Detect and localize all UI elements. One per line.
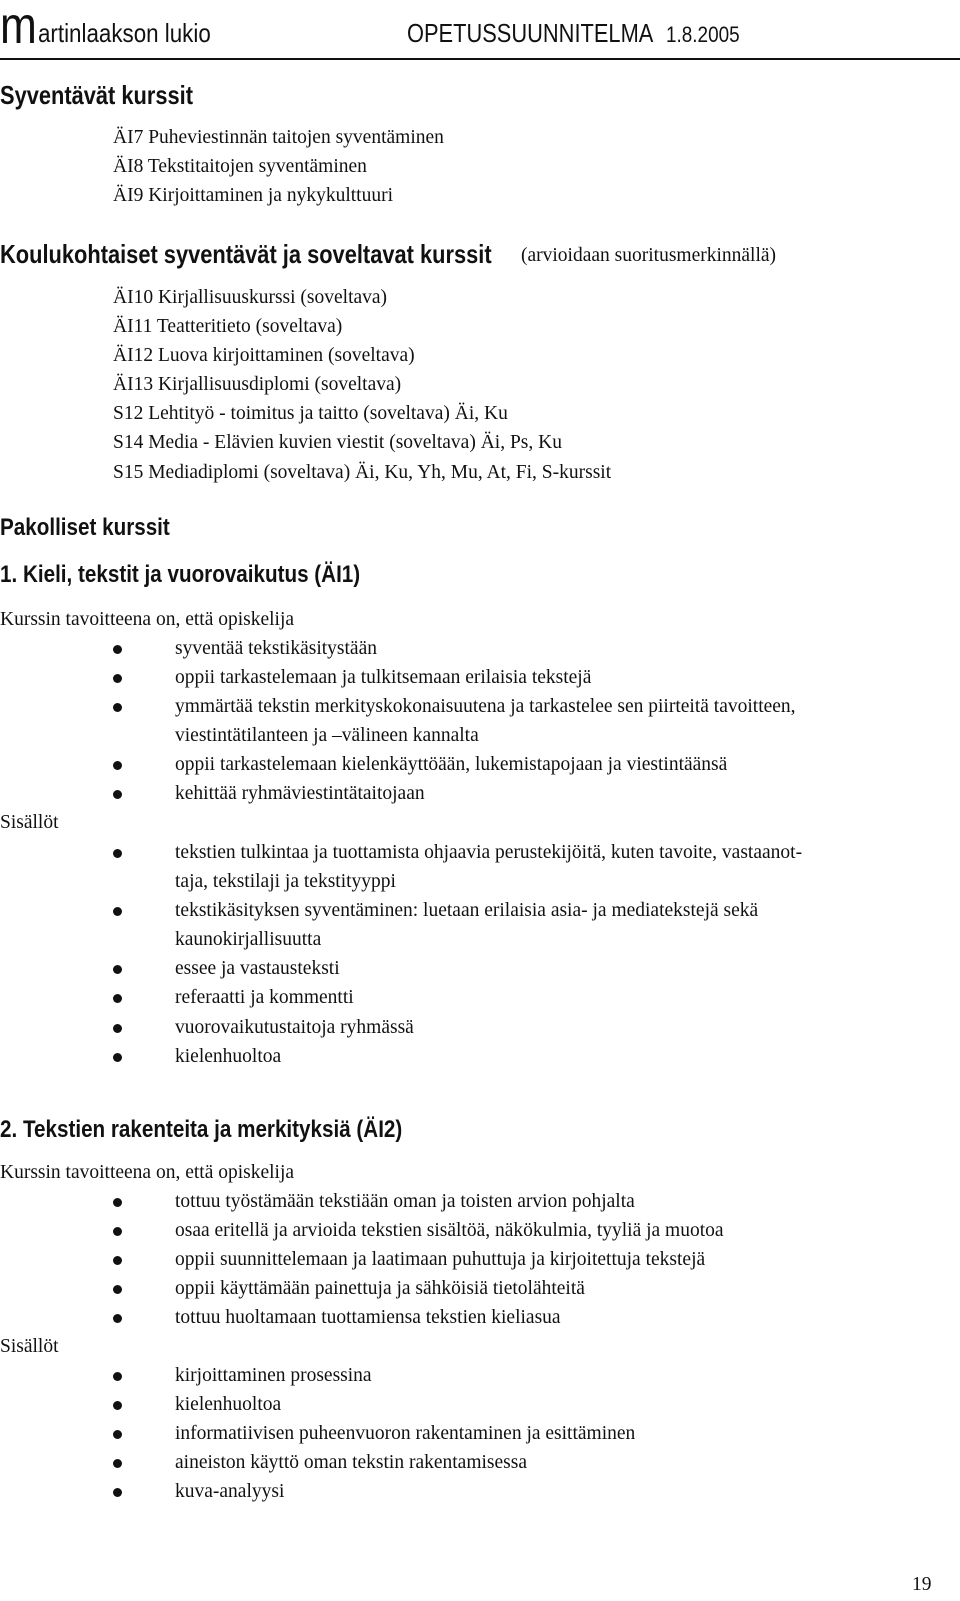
- bullet-item: [0, 1042, 802, 1071]
- course1-contents: [0, 838, 802, 1071]
- bullet-item: [0, 1245, 724, 1274]
- section-heading-pakolliset: Pakolliset kurssit: [0, 514, 170, 541]
- bullet-item: [0, 983, 802, 1012]
- syventavat-list: [113, 123, 444, 210]
- course1-goals: [0, 634, 796, 809]
- bullet-text: tekstikäsityksen syventäminen: luetaan erilaisia asia- ja mediatekstejä sekä: [175, 900, 759, 922]
- list-item: ÄI11 Teatteritieto (soveltava): [113, 316, 343, 338]
- bullet-text: tottuu huoltamaan tuottamiensa tekstien kieliasua: [175, 1307, 561, 1329]
- bullet-text: ymmärtää tekstin merkityskokonaisuutena ja tarkastelee sen piirteitä tavoitteen,: [175, 696, 796, 718]
- bullet-text: tottuu työstämään tekstiään oman ja toisten arvion pohjalta: [175, 1191, 635, 1212]
- bullet-text: tekstien tulkintaa ja tuottamista ohjaavia perustekijöitä, kuten tavoite, vastaanot-: [175, 842, 803, 863]
- bullet-item: [0, 1477, 635, 1506]
- bullet-icon: [113, 1227, 122, 1236]
- document-date: 1.8.2005: [666, 22, 740, 47]
- header-rule: [0, 58, 960, 60]
- course2-heading: 2. Tekstien rakenteita ja merkityksiä (ÄI2): [0, 1116, 403, 1143]
- list-item: S15 Mediadiplomi (soveltava) Äi, Ku, Yh, Mu, At, Fi, S-kurssit: [113, 461, 612, 483]
- bullet-icon: [113, 1198, 122, 1207]
- koulukohtaiset-title: Koulukohtaiset syventävät ja soveltavat kurssit: [0, 239, 492, 269]
- course1-intro: Kurssin tavoitteena on, että opiskelija: [0, 609, 295, 630]
- bullet-icon: [113, 1430, 122, 1439]
- bullet-text: kielenhuoltoa: [175, 1394, 282, 1416]
- bullet-text: referaatti ja kommentti: [175, 987, 354, 1009]
- page-number: 19: [912, 1574, 932, 1595]
- list-item: ÄI10 Kirjallisuuskurssi (soveltava): [113, 287, 388, 308]
- list-item: ÄI13 Kirjallisuusdiplomi (soveltava): [113, 374, 402, 396]
- bullet-item: [0, 634, 796, 663]
- bullet-icon: [113, 994, 122, 1003]
- bullet-item: [0, 1390, 635, 1419]
- bullet-text: viestintätilanteen ja –välineen kannalta: [175, 725, 479, 747]
- course2-intro: Kurssin tavoitteena on, että opiskelija: [0, 1162, 295, 1183]
- list-item: ÄI8 Tekstitaitojen syventäminen: [113, 156, 367, 178]
- bullet-icon: [113, 790, 122, 799]
- logo-letter: m: [0, 0, 37, 55]
- school-name: artinlaakson lukio: [38, 18, 211, 48]
- bullet-text: oppii käyttämään painettuja ja sähköisiä tietolähteitä: [175, 1278, 585, 1300]
- bullet-item: [0, 954, 802, 983]
- bullet-item: [0, 1187, 724, 1216]
- bullet-item: [0, 1216, 724, 1245]
- bullet-icon: [113, 761, 122, 770]
- bullet-text: kuva-analyysi: [175, 1481, 285, 1503]
- list-item: S14 Media - Elävien kuvien viestit (soveltava) Äi, Ps, Ku: [113, 432, 562, 454]
- bullet-item-continuation: [0, 721, 796, 750]
- bullet-item: [0, 750, 796, 779]
- bullet-text: oppii suunnittelemaan ja laatimaan puhuttuja ja kirjoitettuja tekstejä: [175, 1249, 706, 1271]
- koulukohtaiset-list: [113, 283, 611, 487]
- bullet-item: [0, 1448, 635, 1477]
- page-header: [0, 0, 960, 60]
- bullet-item: [0, 1303, 724, 1332]
- list-item: ÄI9 Kirjoittaminen ja nykykulttuuri: [113, 185, 393, 207]
- bullet-icon: [113, 674, 122, 683]
- bullet-text: vuorovaikutustaitoja ryhmässä: [175, 1016, 414, 1038]
- bullet-icon: [113, 965, 122, 974]
- bullet-text: kielenhuoltoa: [175, 1045, 282, 1067]
- bullet-icon: [113, 1024, 122, 1033]
- bullet-text: oppii tarkastelemaan ja tulkitsemaan erilaisia tekstejä: [175, 667, 592, 689]
- koulukohtaiset-note: (arvioidaan suoritusmerkinnällä): [521, 245, 777, 266]
- bullet-item: [0, 1361, 635, 1390]
- list-item: ÄI12 Luova kirjoittaminen (soveltava): [113, 345, 415, 367]
- bullet-icon: [113, 645, 122, 654]
- bullet-text: informatiivisen puheenvuoron rakentaminen ja esittäminen: [175, 1423, 636, 1445]
- course1-heading: 1. Kieli, tekstit ja vuorovaikutus (ÄI1): [0, 561, 361, 588]
- bullet-item: [0, 1274, 724, 1303]
- bullet-text: taja, tekstilaji ja tekstityyppi: [175, 871, 396, 893]
- course2-contents: [0, 1361, 635, 1506]
- bullet-item: [0, 896, 802, 925]
- bullet-text: aineiston käyttö oman tekstin rakentamisessa: [175, 1452, 527, 1474]
- bullet-text: syventää tekstikäsitystään: [175, 638, 377, 659]
- bullet-item-continuation: [0, 925, 802, 954]
- bullet-item: [0, 1419, 635, 1448]
- bullet-text: essee ja vastausteksti: [175, 958, 340, 980]
- bullet-text: kehittää ryhmäviestintätaitojaan: [175, 783, 425, 805]
- bullet-item: [0, 692, 796, 721]
- bullet-icon: [113, 703, 122, 712]
- bullet-icon: [113, 1285, 122, 1294]
- list-item: S12 Lehtityö - toimitus ja taitto (soveltava) Äi, Ku: [113, 403, 508, 425]
- course2-goals: [0, 1187, 724, 1332]
- bullet-item-continuation: [0, 867, 802, 896]
- bullet-icon: [113, 1401, 122, 1410]
- bullet-text: osaa eritellä ja arvioida tekstien sisältöä, näkökulmia, tyyliä ja muotoa: [175, 1220, 724, 1242]
- bullet-item: [0, 779, 796, 808]
- bullet-icon: [113, 907, 122, 916]
- bullet-icon: [113, 1314, 122, 1323]
- bullet-text: kaunokirjallisuutta: [175, 929, 322, 951]
- bullet-item: [0, 663, 796, 692]
- bullet-icon: [113, 1053, 122, 1062]
- bullet-icon: [113, 1459, 122, 1468]
- course2-content-label: Sisällöt: [0, 1336, 59, 1357]
- bullet-text: kirjoittaminen prosessina: [175, 1365, 372, 1386]
- bullet-item: [0, 838, 802, 867]
- bullet-text: oppii tarkastelemaan kielenkäyttöään, lukemistapojaan ja viestintäänsä: [175, 754, 728, 776]
- bullet-icon: [113, 1256, 122, 1265]
- section-heading-koulukohtaiset: [0, 239, 585, 269]
- bullet-icon: [113, 1488, 122, 1497]
- bullet-icon: [113, 849, 122, 858]
- course1-content-label: Sisällöt: [0, 812, 59, 833]
- list-item: ÄI7 Puheviestinnän taitojen syventäminen: [113, 127, 444, 148]
- section-heading-syventavat: Syventävät kurssit: [0, 80, 194, 110]
- bullet-icon: [113, 1372, 122, 1381]
- bullet-item: [0, 1013, 802, 1042]
- document-title: OPETUSSUUNNITELMA: [407, 18, 654, 48]
